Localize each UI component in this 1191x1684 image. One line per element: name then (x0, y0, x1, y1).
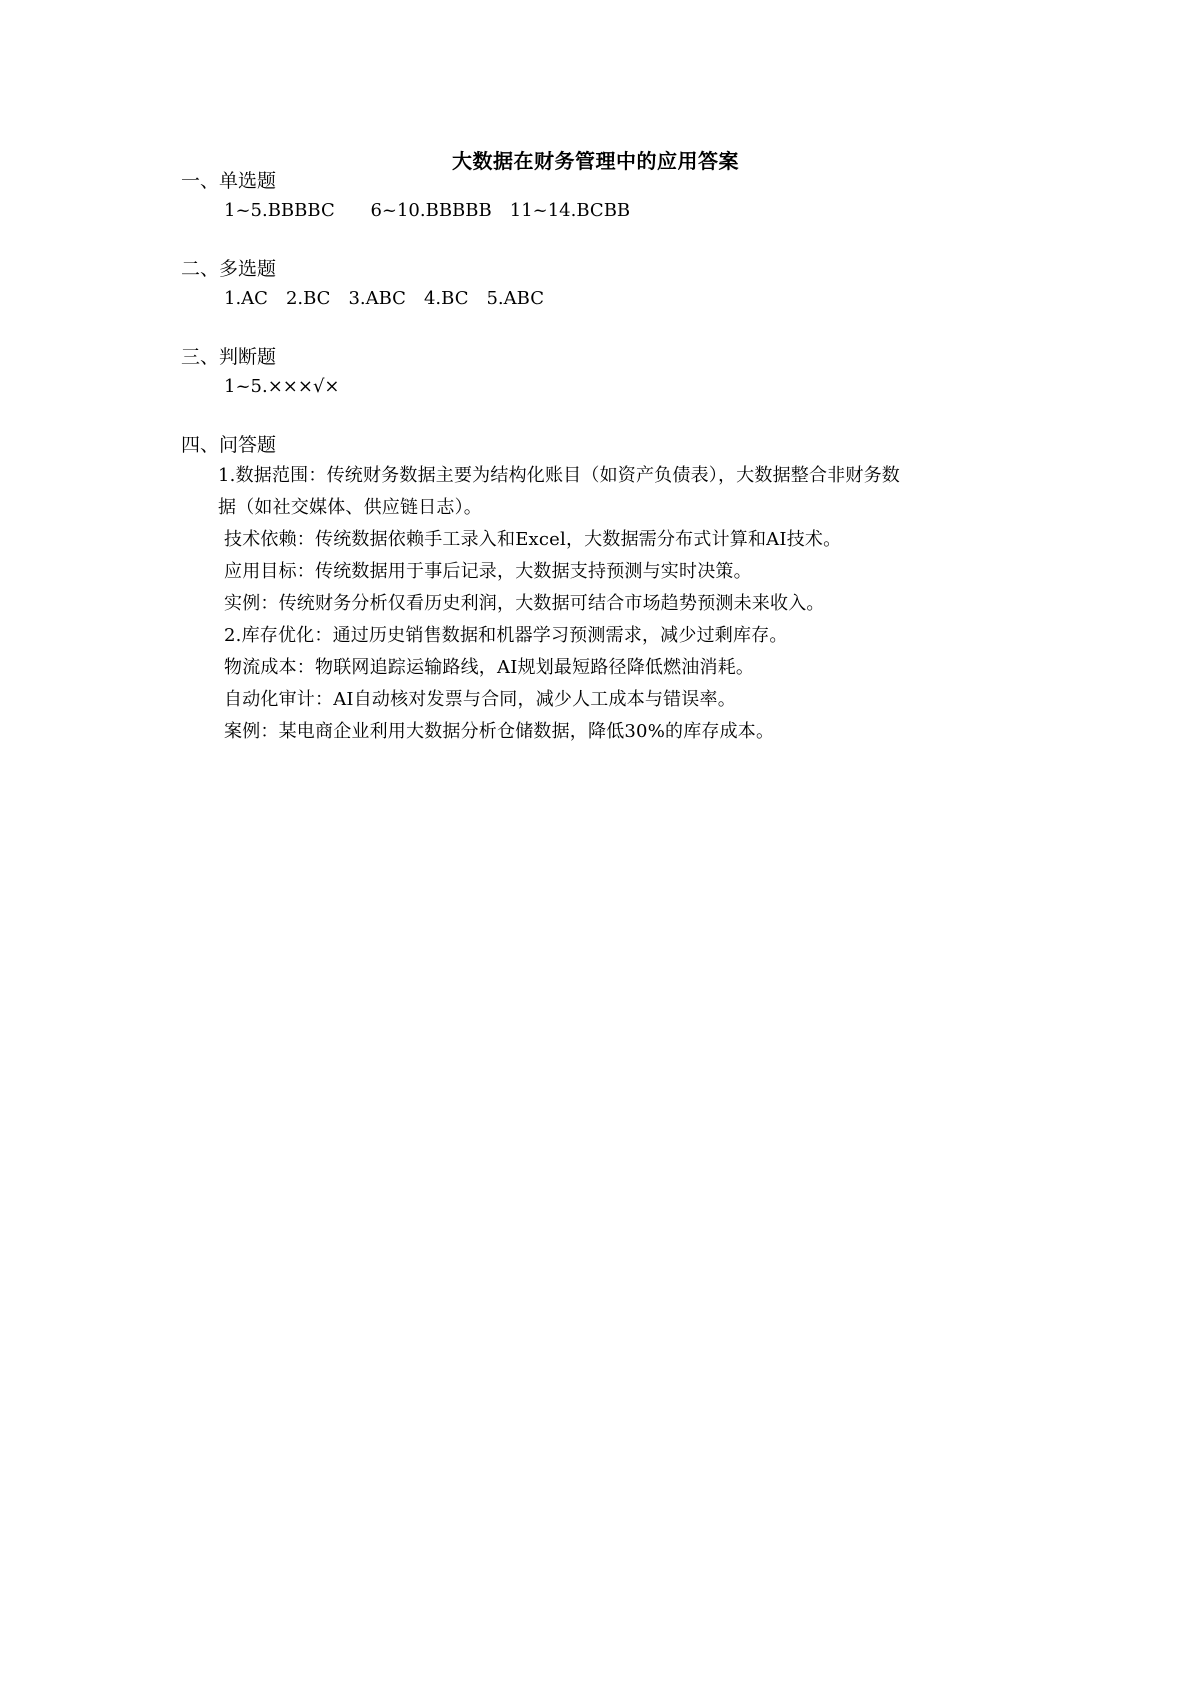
section-heading: 三、判断题 (181, 346, 277, 368)
section-multiple-choice (181, 254, 1041, 314)
answer-body (218, 460, 1008, 748)
answer-paragraph-line: 1.数据范围：传统财务数据主要为结构化账目（如资产负债表），大数据整合非财务数 (218, 465, 900, 486)
answer-line: 1~5.×××√× (224, 376, 340, 397)
answer-paragraph-line: 实例：传统财务分析仅看历史利润，大数据可结合市场趋势预测未来收入。 (224, 593, 825, 614)
answer-paragraph-line: 自动化审计：AI自动核对发票与合同，减少人工成本与错误率。 (224, 689, 736, 710)
answer-paragraph-line: 物流成本：物联网追踪运输路线，AI规划最短路径降低燃油消耗。 (224, 657, 755, 678)
answer-paragraph-line: 案例：某电商企业利用大数据分析仓储数据，降低30%的库存成本。 (224, 721, 775, 742)
answer-paragraph-line: 应用目标：传统数据用于事后记录，大数据支持预测与实时决策。 (224, 561, 752, 582)
answer-line: 1~5.BBBBC 6~10.BBBBB 11~14.BCBB (224, 200, 631, 221)
section-single-choice (181, 166, 1041, 226)
answer-line: 1.AC 2.BC 3.ABC 4.BC 5.ABC (224, 288, 544, 309)
section-short-answer (181, 430, 1041, 748)
section-heading: 一、单选题 (181, 170, 277, 192)
document-title: 大数据在财务管理中的应用答案 (452, 149, 739, 173)
section-heading: 四、问答题 (181, 434, 277, 456)
answer-paragraph-line: 据（如社交媒体、供应链日志）。 (218, 497, 482, 518)
section-heading: 二、多选题 (181, 258, 277, 280)
answer-paragraph-line: 2.库存优化：通过历史销售数据和机器学习预测需求，减少过剩库存。 (224, 625, 788, 646)
answer-paragraph-line: 技术依赖：传统数据依赖手工录入和Excel，大数据需分布式计算和AI技术。 (224, 529, 842, 550)
section-true-false (181, 342, 1041, 402)
